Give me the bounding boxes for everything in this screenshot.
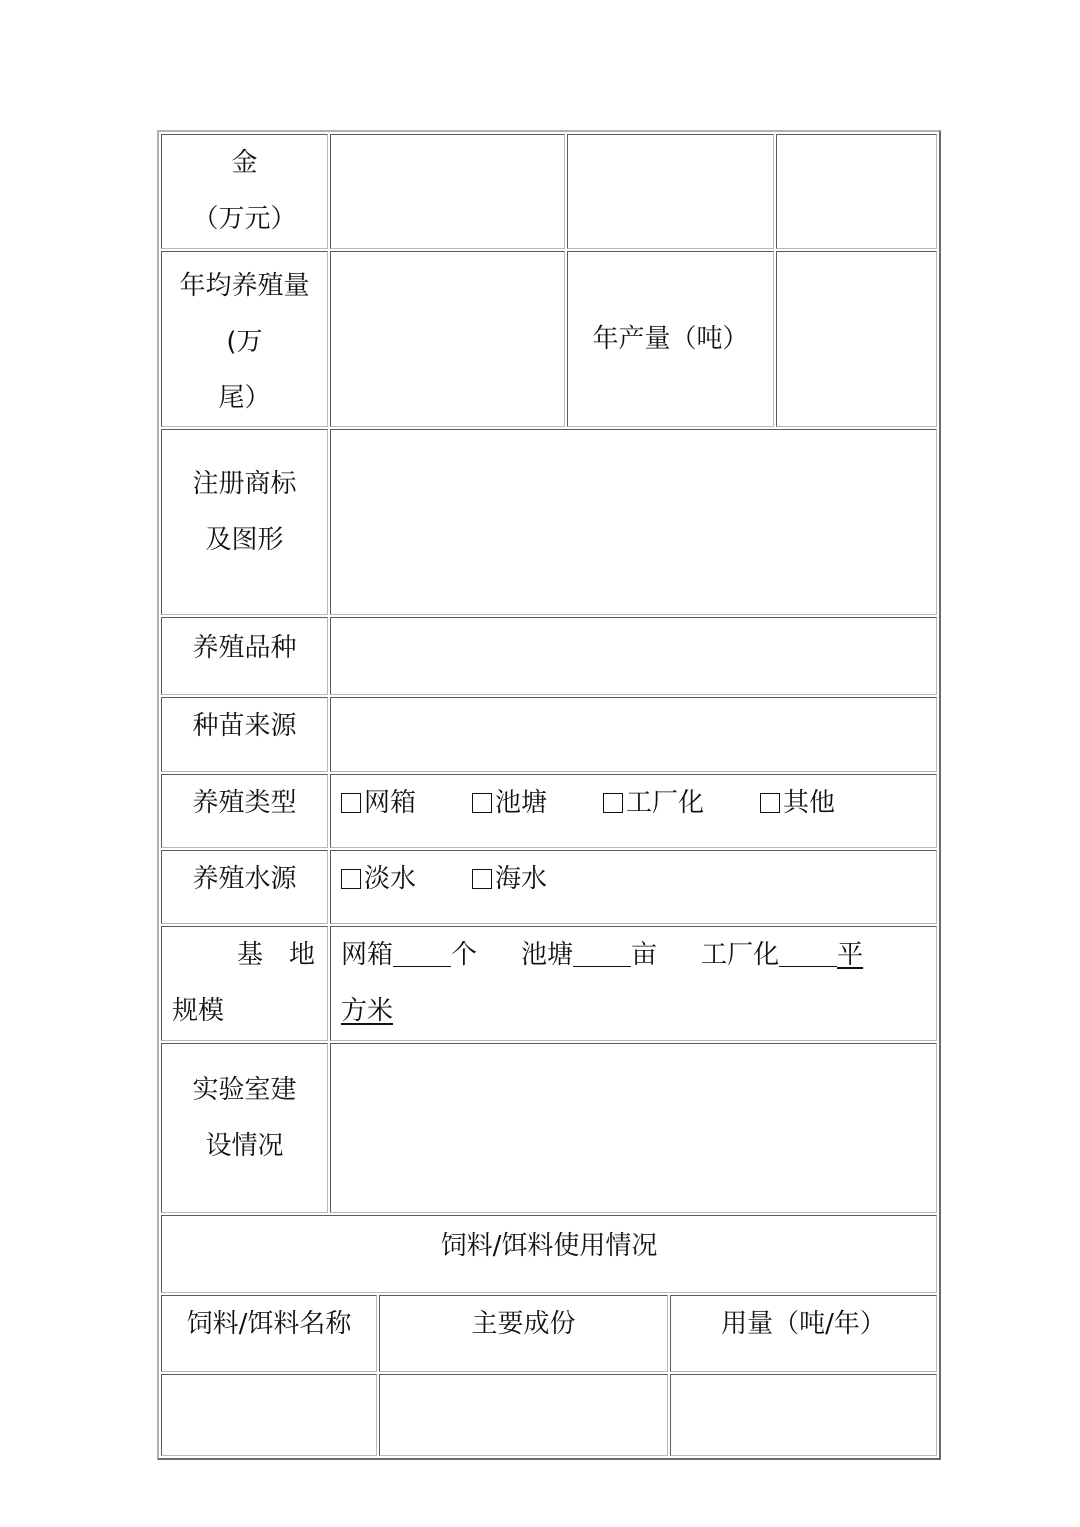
- feed-section-title: 饲料/饵料使用情况: [440, 1231, 658, 1261]
- factory-area-input[interactable]: [779, 940, 837, 967]
- lab-label-cell: [161, 1043, 328, 1213]
- cage-count-input[interactable]: [393, 940, 451, 967]
- water-source-label: 养殖水源: [192, 864, 297, 894]
- row-seed-source: [161, 697, 937, 772]
- trademark-label-cell: [161, 429, 328, 615]
- factory-area-label: 工厂化: [701, 940, 780, 970]
- factory-area-unit-part1: 平: [837, 940, 864, 970]
- water-source-label-cell: [161, 850, 328, 924]
- checkbox-icon[interactable]: [603, 793, 623, 813]
- annual-stock-field[interactable]: [330, 251, 565, 427]
- checkbox-icon[interactable]: [760, 793, 780, 813]
- lab-label-line1: 实验室建: [192, 1075, 297, 1105]
- annual-stock-label-cell: [161, 251, 328, 427]
- farm-type-option-pond[interactable]: 池塘: [472, 775, 547, 831]
- application-form-table: [157, 130, 941, 1460]
- row-output: [161, 251, 937, 427]
- capital-extra-field-2[interactable]: [776, 134, 937, 249]
- farm-type-label-cell: [161, 774, 328, 848]
- capital-label-line1: 金: [231, 148, 258, 178]
- farm-type-label: 养殖类型: [192, 788, 297, 818]
- row-base-scale: [161, 926, 937, 1041]
- trademark-field[interactable]: [330, 429, 937, 615]
- row-farm-type: [161, 774, 937, 848]
- feed-ingredients-field[interactable]: [379, 1374, 668, 1456]
- species-label: 养殖品种: [192, 633, 297, 663]
- feed-col-header-usage: 用量（吨/年）: [670, 1295, 937, 1372]
- trademark-label-line2: 及图形: [205, 525, 284, 555]
- row-feed-header: [161, 1295, 937, 1372]
- farm-type-option-factory[interactable]: 工厂化: [603, 775, 704, 831]
- cage-count-unit: 个: [451, 940, 478, 970]
- seed-source-field[interactable]: [330, 697, 937, 772]
- checkbox-icon[interactable]: [472, 793, 492, 813]
- trademark-label-line1: 注册商标: [192, 469, 297, 499]
- capital-extra-field-1[interactable]: [567, 134, 774, 249]
- checkbox-icon[interactable]: [341, 793, 361, 813]
- factory-area-unit-part2: 方米: [341, 996, 394, 1026]
- water-source-option-fresh[interactable]: 淡水: [341, 851, 416, 907]
- pond-area-label: 池塘: [521, 940, 574, 970]
- lab-field[interactable]: [330, 1043, 937, 1213]
- row-species: [161, 617, 937, 695]
- seed-source-label-cell: [161, 697, 328, 772]
- table-row: [161, 1374, 937, 1456]
- row-lab: [161, 1043, 937, 1213]
- farm-type-options: [330, 774, 937, 848]
- water-source-option-sea[interactable]: 海水: [472, 851, 547, 907]
- feed-col-header-name: 饲料/饵料名称: [161, 1295, 377, 1372]
- annual-stock-label-line2: 尾）: [218, 383, 271, 413]
- base-scale-label-cell: [161, 926, 328, 1041]
- annual-stock-label-line1: 年均养殖量(万: [179, 271, 310, 357]
- base-scale-field: [330, 926, 937, 1041]
- base-scale-label-line2: 规模: [172, 996, 225, 1026]
- row-capital: [161, 134, 937, 249]
- annual-output-field[interactable]: [776, 251, 937, 427]
- feed-name-field[interactable]: [161, 1374, 377, 1456]
- feed-col-header-ingredients: 主要成份: [379, 1295, 668, 1372]
- cage-count-label: 网箱: [341, 940, 394, 970]
- seed-source-label: 种苗来源: [192, 711, 297, 741]
- base-scale-label-line1: 基 地: [236, 940, 315, 970]
- farm-type-option-other[interactable]: 其他: [760, 775, 835, 831]
- lab-label-line2: 设情况: [205, 1131, 284, 1161]
- capital-value-field[interactable]: [330, 134, 565, 249]
- farm-type-option-cage[interactable]: 网箱: [341, 775, 416, 831]
- water-source-options: [330, 850, 937, 924]
- species-label-cell: [161, 617, 328, 695]
- annual-output-label: 年产量（吨）: [592, 324, 749, 354]
- pond-area-input[interactable]: [573, 940, 631, 967]
- capital-label-cell: [161, 134, 328, 249]
- checkbox-icon[interactable]: [341, 869, 361, 889]
- feed-usage-field[interactable]: [670, 1374, 937, 1456]
- species-field[interactable]: [330, 617, 937, 695]
- checkbox-icon[interactable]: [472, 869, 492, 889]
- capital-label-line2: （万元）: [192, 204, 297, 234]
- row-feed-title: [161, 1215, 937, 1293]
- pond-area-unit: 亩: [631, 940, 658, 970]
- feed-section-title-cell: [161, 1215, 937, 1293]
- annual-output-label-cell: [567, 251, 774, 427]
- row-water-source: [161, 850, 937, 924]
- row-trademark: [161, 429, 937, 615]
